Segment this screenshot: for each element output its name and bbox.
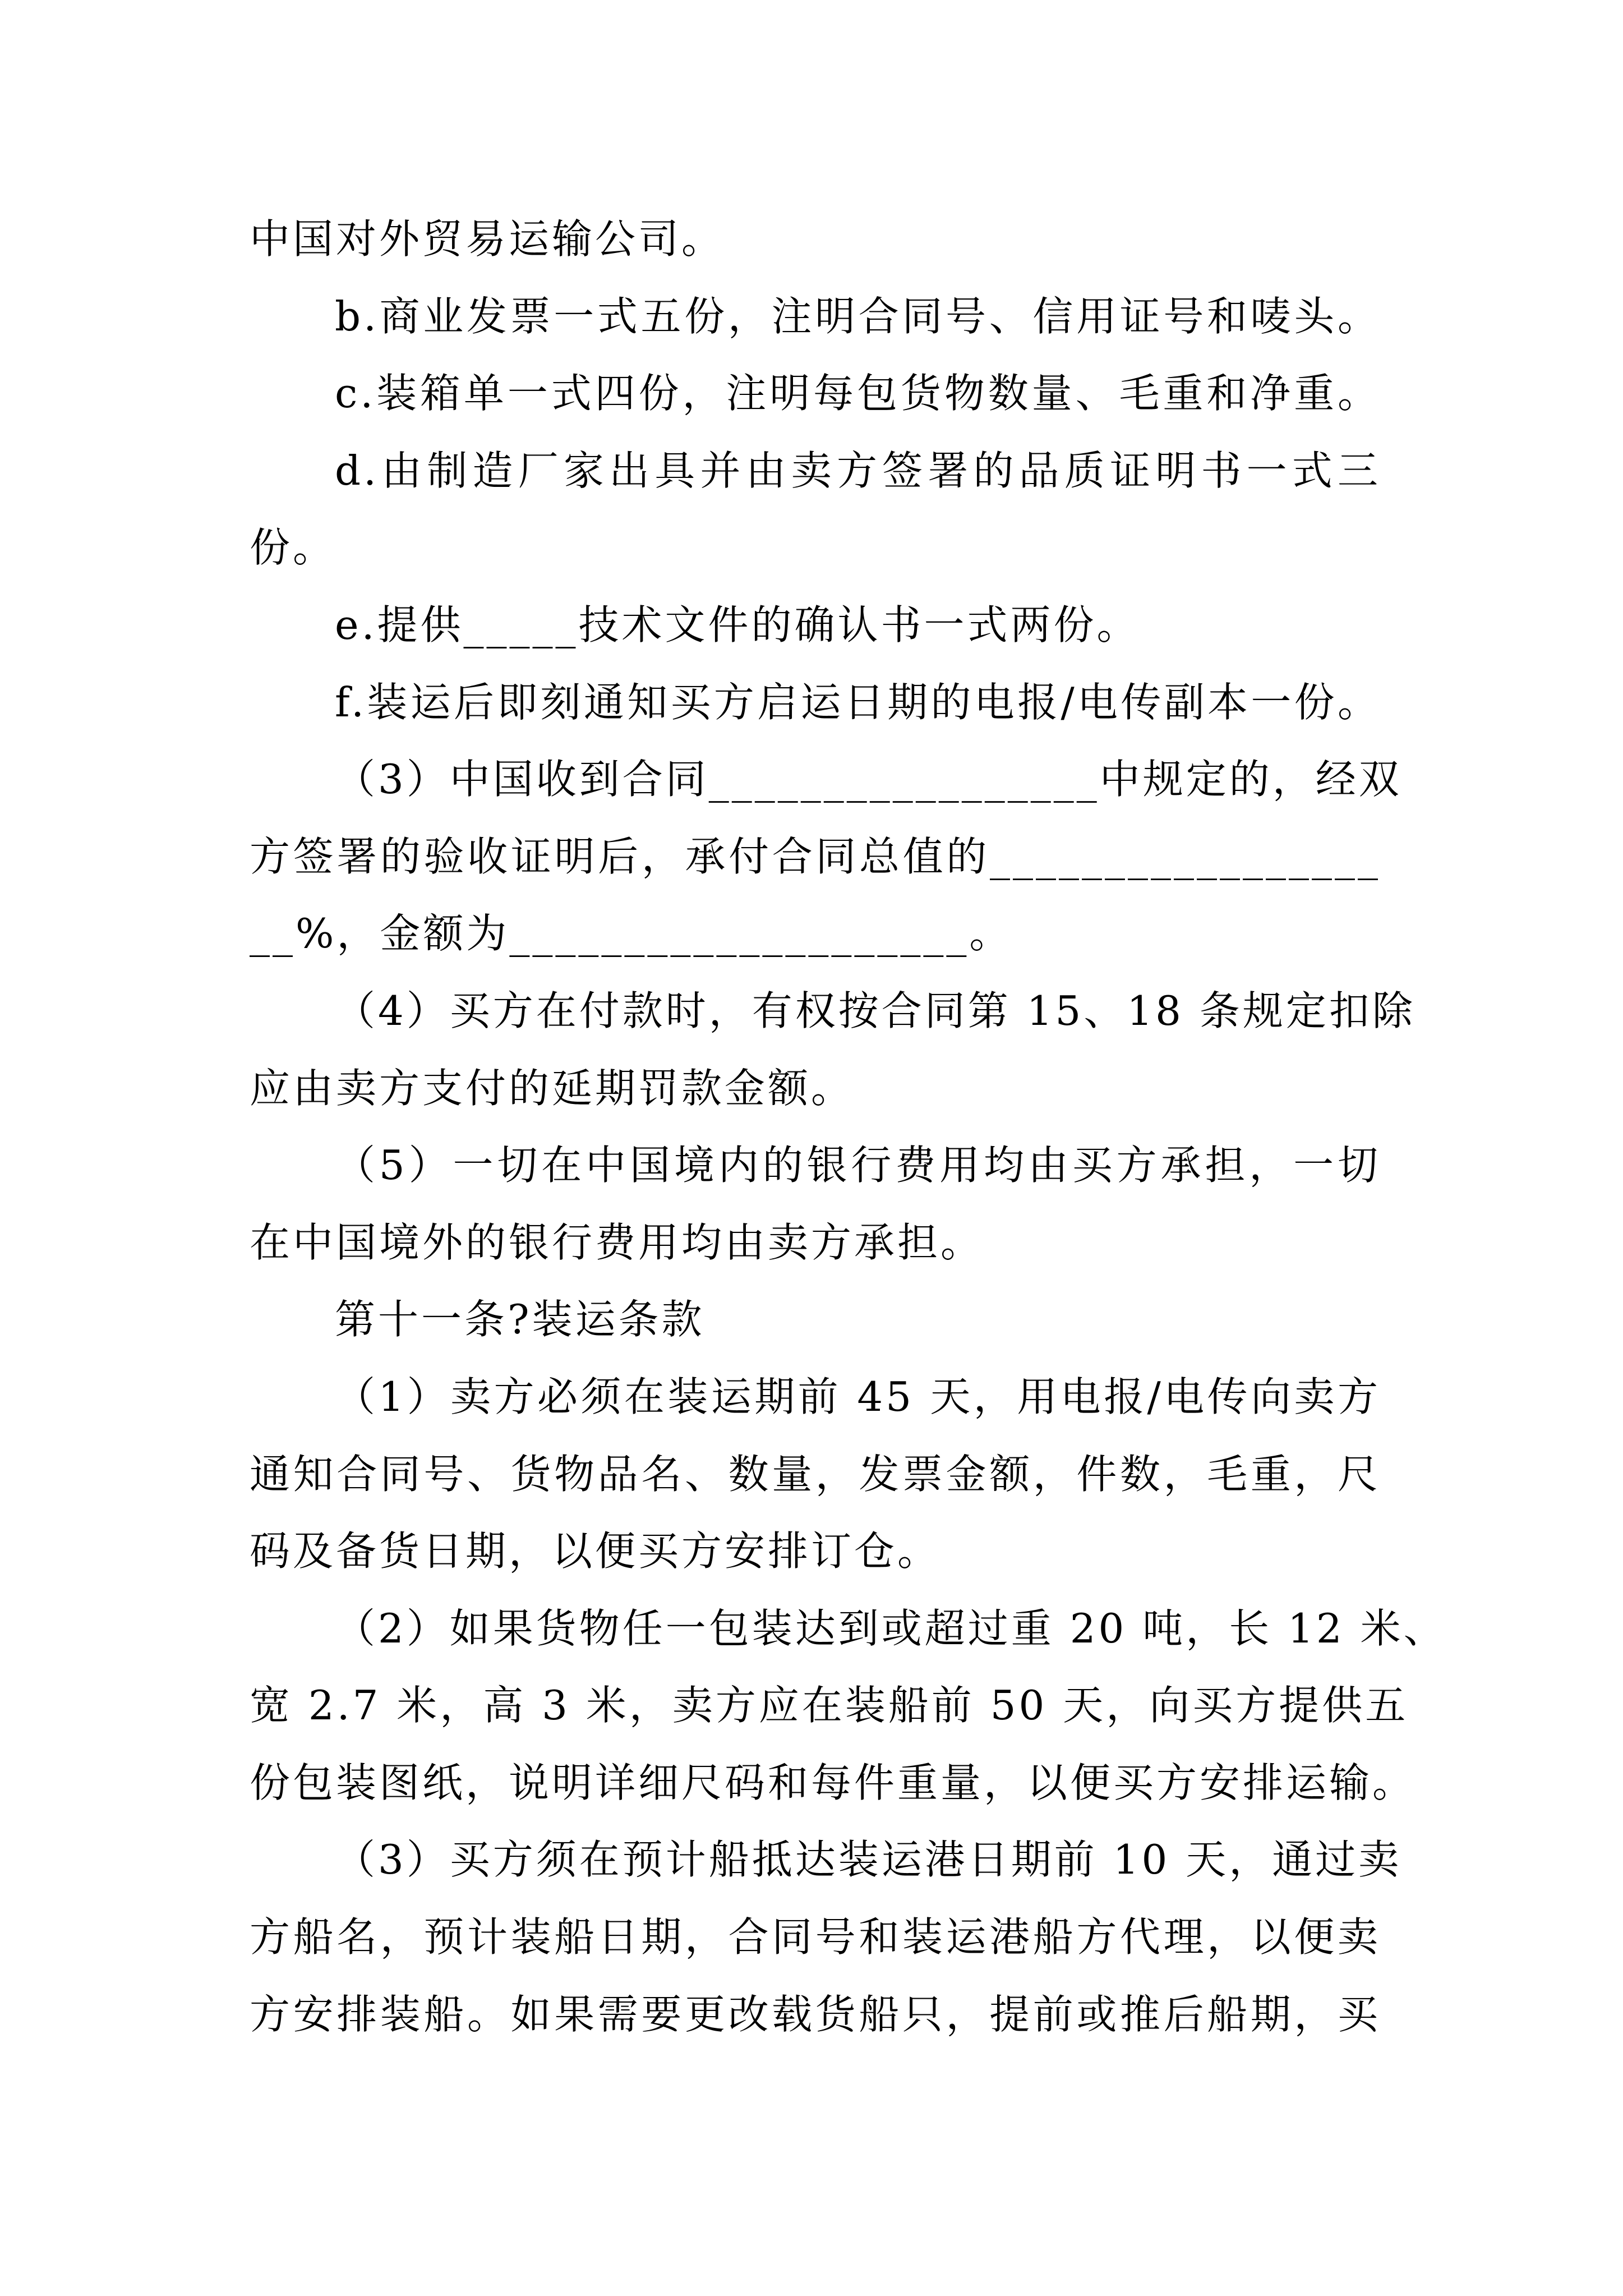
text-line: 方签署的验收证明后，承付合同总值的_________________ — [250, 832, 1381, 880]
list-item-c: c.装箱单一式四份，注明每包货物数量、毛重和净重。 — [335, 370, 1381, 417]
list-item-f: f.装运后即刻通知买方启运日期的电报/电传副本一份。 — [335, 678, 1381, 726]
text-line: 中国对外贸易运输公司。 — [250, 215, 725, 263]
text-line: 方安排装船。如果需要更改载货船只，提前或推后船期，买 — [250, 1990, 1381, 2038]
text-line: 应由卖方支付的延期罚款金额。 — [250, 1064, 855, 1112]
list-item-e: e.提供_____技术文件的确认书一式两份。 — [335, 601, 1140, 648]
clause-item-5: （5）一切在中国境内的银行费用均由买方承担，一切 — [335, 1142, 1381, 1189]
list-item-b: b.商业发票一式五份，注明合同号、信用证号和唛头。 — [335, 292, 1381, 340]
document-body — [250, 201, 1447, 2053]
text-line: 在中国境外的银行费用均由卖方承担。 — [250, 1218, 984, 1266]
clause-item-2: （2）如果货物任一包装达到或超过重 20 吨，长 12 米、 — [335, 1604, 1447, 1652]
text-line: 份。 — [250, 524, 336, 572]
text-line: 方船名，预计装船日期，合同号和装运港船方代理，以便卖 — [250, 1913, 1381, 1961]
text-line: 码及备货日期，以便买方安排订仓。 — [250, 1527, 941, 1575]
clause-item-3: （3）中国收到合同_________________中规定的，经双 — [335, 756, 1402, 803]
list-item-d: d.由制造厂家出具并由卖方签署的品质证明书一式三 — [335, 447, 1381, 494]
clause-item-3: （3）买方须在预计船抵达装运港日期前 10 天，通过卖 — [335, 1836, 1402, 1884]
text-line: 通知合同号、货物品名、数量，发票金额，件数，毛重，尺 — [250, 1450, 1381, 1498]
text-line: 宽 2.7 米，高 3 米，卖方应在装船前 50 天，向买方提供五 — [250, 1682, 1409, 1729]
text-line: __%，金额为____________________。 — [250, 910, 1013, 958]
clause-item-4: （4）买方在付款时，有权按合同第 15、18 条规定扣除 — [335, 987, 1415, 1034]
text-line: 份包装图纸，说明详细尺码和每件重量，以便买方安排运输。 — [250, 1759, 1416, 1806]
clause-item-1: （1）卖方必须在装运期前 45 天，用电报/电传向卖方 — [335, 1373, 1381, 1420]
section-heading: 第十一条?装运条款 — [335, 1296, 705, 1343]
